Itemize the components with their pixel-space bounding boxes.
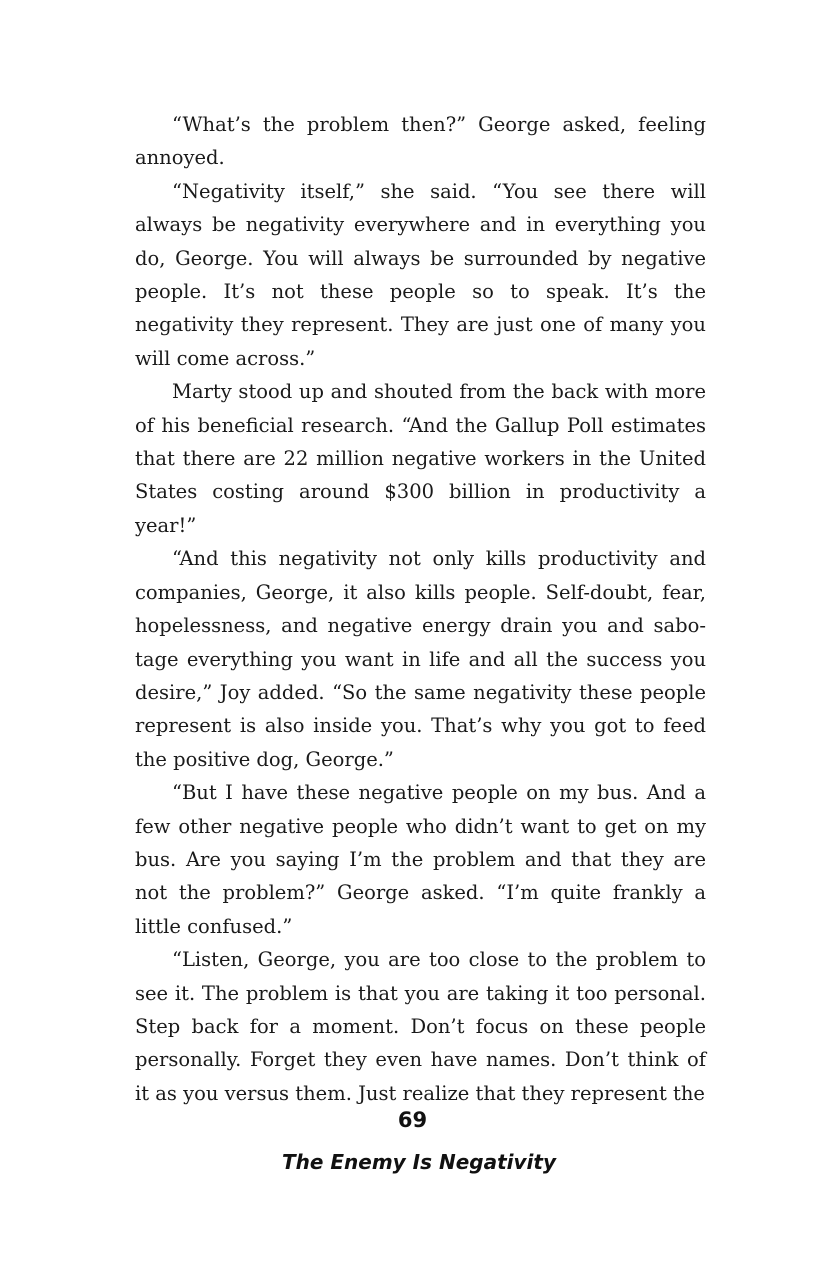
paragraph-2: “Negativity itself,” she said. “You see there will always be negativity everywhere and in everything you do, George. You will always be surrounded by negative people. It’s not these people so to speak. It’s the negativity they represent. They are just one of many you will come across.”	[135, 179, 706, 370]
paragraph-1: “What’s the problem then?” George asked, feeling annoyed.	[135, 113, 706, 170]
paragraph-5: “But I have these negative people on my bus. And a few other negative people who didn’t want to get on my bus. Are you saying I’m the problem and that they are not the problem?” George asked. “I’m quite frankly a little confused.”	[135, 781, 706, 938]
paragraph-6: “Listen, George, you are too close to the problem to see it. The problem is that you are taking it too personal. Step back for a moment. Don’t focus on these people personally. Forget they even have names. Don’t think of it as you versus them. Just realize that they represent the	[135, 948, 706, 1105]
paragraph-4: “And this negativity not only kills productivity and companies, George, it also kills people. Self-doubt, fear, hopelessness, and negative energy drain you and sabotage everything you want in life and all the success you desire,” Joy added. “So the same negativity these people represent is also inside you. That’s why you got to feed the positive dog, George.”	[135, 547, 706, 771]
paragraph-3: Marty stood up and shouted from the back with more of his beneficial research. “And the Gallup Poll estimates that there are 22 million negative workers in the United States costing around $300 billion in productivity a year!”	[135, 380, 706, 537]
page-number: 69	[397, 1108, 428, 1132]
chapter-title: The Enemy Is Negativity	[281, 1150, 557, 1174]
body-text	[135, 108, 706, 1110]
